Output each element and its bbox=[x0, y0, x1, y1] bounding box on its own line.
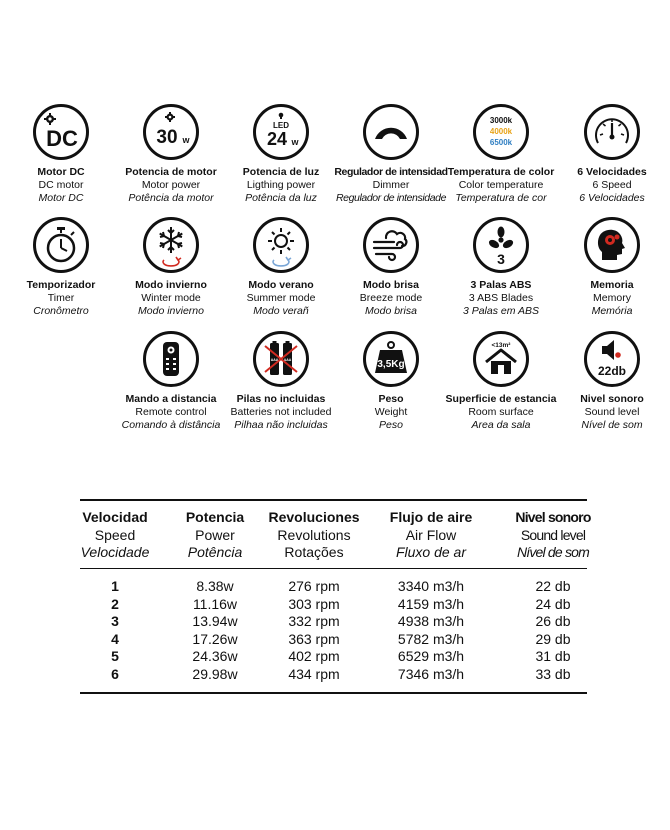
table-header-rule bbox=[80, 568, 587, 569]
feature-label-en: Remote control bbox=[135, 406, 207, 418]
dimmer-icon bbox=[363, 104, 419, 160]
cell-power: 11.16w bbox=[192, 595, 238, 612]
cell-power: 24.36w bbox=[192, 648, 238, 664]
feature-label-es: Potencia de motor bbox=[125, 166, 217, 178]
cell-revolutions: 332 rpm bbox=[288, 613, 340, 629]
header-label-pt: Potência bbox=[187, 544, 243, 560]
sound-level-value: 22db bbox=[597, 364, 627, 378]
table-row bbox=[80, 666, 587, 684]
feature-label-en: Timer bbox=[47, 292, 75, 304]
feature-label-pt: Modo verañ bbox=[253, 305, 309, 317]
cell-power: 13.94w bbox=[192, 613, 238, 629]
motor-power-icon bbox=[143, 104, 199, 160]
cell-revolutions: 363 rpm bbox=[288, 630, 340, 647]
feature-label-en: Color temperature bbox=[458, 179, 544, 191]
sun-icon bbox=[253, 217, 309, 273]
cell-speed: 2 bbox=[111, 595, 119, 612]
color-temperature-icon bbox=[473, 104, 529, 160]
cell-air-flow: 7346 m3/h bbox=[397, 665, 465, 682]
timer-icon bbox=[33, 217, 89, 273]
cell-speed: 6 bbox=[111, 665, 119, 682]
header-label-es: Velocidad bbox=[82, 509, 148, 525]
temp-6500k: 6500k bbox=[489, 138, 513, 147]
feature-label-pt: Regulador de intensidade bbox=[335, 192, 447, 204]
cell-sound-level: 26 db bbox=[535, 613, 571, 629]
feature-sound-level bbox=[547, 331, 670, 432]
motor-power-value: 30 bbox=[156, 127, 178, 148]
cell-sound-level: 22 db bbox=[535, 578, 571, 594]
cell-sound-level: 24 db bbox=[535, 595, 571, 612]
table-row bbox=[80, 613, 587, 631]
feature-label-pt: 6 Velocidades bbox=[579, 192, 645, 204]
weight-icon bbox=[363, 331, 419, 387]
feature-label-pt: Nível de som bbox=[581, 419, 643, 431]
feature-label-en: Winter mode bbox=[141, 292, 201, 304]
dc-icon-text: DC bbox=[46, 126, 78, 151]
feature-label-en: Dimmer bbox=[372, 179, 410, 191]
weight-value: 3,5Kg bbox=[377, 359, 405, 370]
feature-label-pt: Modo invierno bbox=[138, 305, 204, 317]
table-body bbox=[80, 578, 587, 683]
header-label-pt: Rotações bbox=[284, 544, 344, 560]
feature-label-en: Ligthing power bbox=[246, 179, 316, 191]
blade-count: 3 bbox=[497, 251, 505, 267]
header-label-en: Speed bbox=[94, 526, 136, 543]
feature-label-pt: Memória bbox=[591, 305, 633, 317]
led-power-icon bbox=[253, 104, 309, 160]
cell-sound-level: 29 db bbox=[535, 630, 571, 647]
feature-label-es: Pilas no incluidas bbox=[236, 393, 326, 405]
header-label-en: Revolutions bbox=[277, 526, 351, 543]
feature-label-en: Weight bbox=[374, 406, 408, 418]
feature-label-es: 6 Velocidades bbox=[577, 166, 647, 178]
battery-tag: AAA bbox=[283, 358, 292, 362]
feature-label-en: 6 Speed bbox=[592, 179, 632, 191]
temp-4000k: 4000k bbox=[489, 127, 513, 136]
header-label-es: Nivel sonoro bbox=[515, 509, 591, 525]
temp-3000k: 3000k bbox=[489, 116, 513, 125]
feature-label-en: Motor power bbox=[141, 179, 201, 191]
battery-tag: AAA bbox=[270, 358, 279, 362]
feature-label-pt: Cronômetro bbox=[33, 305, 89, 317]
cell-revolutions: 276 rpm bbox=[288, 578, 340, 594]
header-air-flow bbox=[380, 509, 482, 562]
feature-label-pt: Temperatura de cor bbox=[455, 192, 547, 204]
cell-air-flow: 5782 m3/h bbox=[397, 630, 465, 647]
header-label-en: Air Flow bbox=[405, 526, 457, 543]
table-bottom-rule bbox=[80, 692, 587, 694]
cell-air-flow: 4159 m3/h bbox=[397, 595, 465, 612]
cell-sound-level: 31 db bbox=[535, 648, 571, 664]
cell-air-flow: 3340 m3/h bbox=[397, 578, 465, 594]
feature-label-pt: Potência da motor bbox=[128, 192, 214, 204]
feature-label-en: Sound level bbox=[584, 406, 640, 418]
feature-label-pt: Comando à distância bbox=[121, 419, 221, 431]
feature-label-es: Memoria bbox=[590, 279, 634, 291]
breeze-icon bbox=[363, 217, 419, 273]
feature-label-es: Mando a distancia bbox=[125, 393, 217, 405]
speedometer-icon bbox=[584, 104, 640, 160]
feature-label-es: 3 Palas ABS bbox=[470, 279, 532, 291]
feature-label-pt: 3 Palas em ABS bbox=[462, 305, 540, 317]
cell-speed: 3 bbox=[111, 613, 119, 629]
header-label-pt: Nível de som bbox=[516, 544, 590, 560]
feature-label-es: Temperatura de color bbox=[447, 166, 555, 178]
feature-label-es: Modo brisa bbox=[362, 279, 419, 291]
feature-label-pt: Motor DC bbox=[38, 192, 84, 204]
table-row bbox=[80, 596, 587, 614]
table-row bbox=[80, 578, 587, 596]
feature-label-en: Summer mode bbox=[246, 292, 316, 304]
feature-label-es: Modo invierno bbox=[135, 279, 207, 291]
feature-label-pt: Pilhaa não incluidas bbox=[234, 419, 328, 431]
room-surface-value: <13m² bbox=[491, 342, 511, 349]
cell-revolutions: 434 rpm bbox=[288, 665, 340, 682]
feature-label-pt: Modo brisa bbox=[365, 305, 417, 317]
header-label-es: Flujo de aire bbox=[389, 509, 473, 525]
cell-revolutions: 402 rpm bbox=[288, 648, 340, 664]
feature-label-en: Breeze mode bbox=[359, 292, 423, 304]
remote-control-icon bbox=[143, 331, 199, 387]
feature-six-speeds bbox=[547, 104, 670, 205]
feature-label-es: Motor DC bbox=[37, 166, 85, 178]
dc-motor-icon bbox=[33, 104, 89, 160]
led-power-value: 24 bbox=[266, 129, 288, 149]
header-sound-level bbox=[508, 509, 598, 562]
table-row bbox=[80, 631, 587, 649]
feature-label-pt: Peso bbox=[379, 419, 403, 431]
feature-label-en: Room surface bbox=[468, 406, 534, 418]
room-surface-icon bbox=[473, 331, 529, 387]
memory-head-icon bbox=[584, 217, 640, 273]
header-label-pt: Fluxo de ar bbox=[395, 544, 467, 560]
feature-label-en: 3 ABS Blades bbox=[468, 292, 534, 304]
led-power-unit: w bbox=[291, 137, 299, 147]
sound-level-icon bbox=[584, 331, 640, 387]
header-label-pt: Velocidade bbox=[80, 544, 150, 560]
cell-air-flow: 6529 m3/h bbox=[397, 648, 465, 664]
cell-speed: 4 bbox=[111, 630, 119, 647]
feature-label-en: Memory bbox=[593, 292, 631, 304]
feature-label-en: Batteries not included bbox=[230, 406, 332, 418]
feature-label-es: Regulador de intensidad bbox=[334, 166, 448, 178]
table-row bbox=[80, 648, 587, 666]
table-top-rule bbox=[80, 499, 587, 501]
cell-power: 29.98w bbox=[192, 665, 238, 682]
cell-power: 8.38w bbox=[196, 578, 234, 594]
led-label: LED bbox=[273, 121, 289, 130]
feature-label-es: Temporizador bbox=[26, 279, 96, 291]
feature-label-pt: Potência da luz bbox=[245, 192, 317, 204]
feature-label-es: Modo verano bbox=[248, 279, 314, 291]
cell-speed: 1 bbox=[111, 578, 119, 594]
feature-label-es: Superficie de estancia bbox=[445, 393, 557, 405]
header-label-es: Revoluciones bbox=[268, 509, 360, 525]
cell-air-flow: 4938 m3/h bbox=[397, 613, 465, 629]
header-label-en: Sound level bbox=[520, 526, 586, 543]
header-power bbox=[180, 509, 250, 562]
motor-power-unit: w bbox=[182, 135, 190, 145]
feature-label-es: Potencia de luz bbox=[242, 166, 320, 178]
snowflake-icon bbox=[143, 217, 199, 273]
feature-label-es: Nivel sonoro bbox=[580, 393, 644, 405]
header-label-es: Potencia bbox=[185, 509, 245, 525]
cell-speed: 5 bbox=[111, 648, 119, 664]
feature-memory bbox=[547, 217, 670, 318]
feature-label-en: DC motor bbox=[38, 179, 84, 191]
feature-label-pt: Area da sala bbox=[471, 419, 531, 431]
batteries-icon bbox=[253, 331, 309, 387]
header-speed bbox=[80, 509, 150, 562]
cell-power: 17.26w bbox=[192, 630, 238, 647]
fan-blades-icon bbox=[473, 217, 529, 273]
header-revolutions bbox=[268, 509, 360, 562]
feature-label-es: Peso bbox=[378, 393, 404, 405]
cell-revolutions: 303 rpm bbox=[288, 595, 340, 612]
header-label-en: Power bbox=[195, 526, 235, 543]
cell-sound-level: 33 db bbox=[535, 665, 571, 682]
